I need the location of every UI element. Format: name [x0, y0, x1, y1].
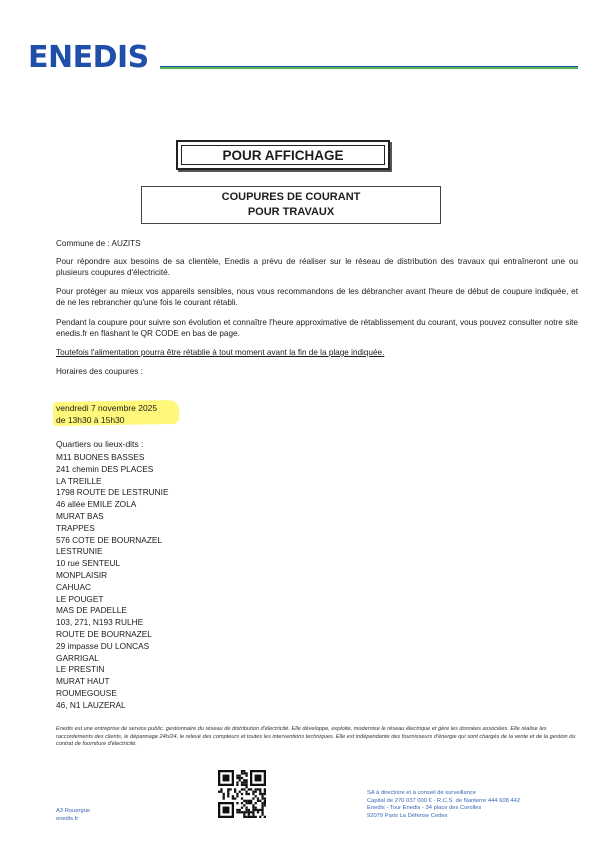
- schedule-date: vendredi 7 novembre 2025: [56, 403, 158, 413]
- place-item: MURAT BAS: [56, 510, 104, 521]
- place-item: 29 impasse DU LONCAS: [56, 640, 150, 651]
- region-label: A3 Rouergue: [56, 808, 91, 814]
- place-item: 1798 ROUTE DE LESTRUNIE: [56, 487, 169, 498]
- company-address: [367, 790, 520, 820]
- address-line-1: SA à directoire et à conseil de surveillance: [367, 790, 476, 796]
- paragraph-2: Pour protéger au mieux vos appareils sensibles, nous vous recommandons de les débrancher avant l'heure de début de coupure indiquée, et de ne les rebrancher qu'une fois le courant rétabli.: [56, 287, 578, 307]
- place-item: LE POUGET: [56, 593, 104, 604]
- address-line-2: Capital de 270 037 000 € - R.C.S. de Nanterre 444 608 442: [367, 797, 521, 804]
- address-line-4: 92079 Paris La Défense Cedex: [367, 812, 448, 819]
- qr-code[interactable]: [218, 770, 266, 818]
- commune-label: Commune de : AUZITS: [56, 239, 141, 248]
- enedis-logo: ENEDIS: [28, 40, 149, 75]
- paragraph-4: Toutefois l'alimentation pourra être rétablie à tout moment avant la fin de la plage indiquée.: [56, 348, 385, 357]
- subtitle-line-1: COUPURES DE COURANT: [221, 191, 361, 203]
- place-item: MONPLAISIR: [56, 569, 108, 580]
- place-item: 46, N1 LAUZERAL: [56, 699, 126, 710]
- page-title: POUR AFFICHAGE: [181, 145, 385, 165]
- address-line-3: Enedis - Tour Enedis - 34 place des Corolles: [367, 805, 482, 812]
- places-list: [56, 452, 169, 712]
- place-item: MAS DE PADELLE: [56, 605, 127, 616]
- place-item: TRAPPES: [56, 522, 95, 533]
- place-item: 576 COTE DE BOURNAZEL: [56, 534, 163, 545]
- logo-underline: [160, 66, 578, 69]
- website-link[interactable]: enedis.fr: [56, 815, 79, 822]
- place-item: M11 BUONES BASSES: [56, 452, 145, 462]
- subtitle-line-2: POUR TRAVAUX: [247, 206, 335, 218]
- title-box: [176, 140, 390, 170]
- place-item: LESTRUNIE: [56, 546, 103, 557]
- schedule-time: de 13h30 à 15h30: [56, 415, 125, 425]
- place-item: LA TREILLE: [56, 475, 102, 486]
- footer-note: Enedis est une entreprise de service public, gestionnaire du réseau de distribution d'électricité. Elle développe, exploite, modernise le réseau électrique et gère les données associées. Elle réalise les raccordements des clients, le dépannage 24h/24, le relevé des compteurs et toutes les interventions techniques. Elle est indépendante des fournisseurs d'énergie qui sont chargés de la vente et de la gestion du contrat de fourniture d'électricité.: [56, 726, 576, 747]
- left-footer: [56, 808, 90, 823]
- subtitle-box: [141, 186, 441, 224]
- place-item: 46 allée EMILE ZOLA: [56, 499, 137, 510]
- place-item: ROUMEGOUSE: [56, 687, 117, 698]
- place-item: LE PRESTIN: [56, 664, 105, 675]
- place-item: CAHUAC: [56, 581, 92, 592]
- place-item: GARRIGAL: [56, 652, 99, 663]
- quartiers-label: Quartiers ou lieux-dits :: [56, 439, 144, 449]
- place-item: 10 rue SENTEUL: [56, 558, 121, 569]
- paragraph-3: Pendant la coupure pour suivre son évolution et connaître l'heure approximative de rétablissement du courant, vous pouvez consulter notre site enedis.fr en flashant le QR CODE en bas de page.: [56, 318, 578, 338]
- place-item: ROUTE DE BOURNAZEL: [56, 628, 152, 639]
- place-item: 241 chemin DES PLACES: [56, 463, 154, 474]
- place-item: MURAT HAUT: [56, 676, 110, 687]
- horaires-label: Horaires des coupures :: [56, 367, 143, 376]
- place-item: 103, 271, N193 RULHE: [56, 617, 144, 628]
- paragraph-1: Pour répondre aux besoins de sa clientèle, Enedis a prévu de réaliser sur le réseau de distribution des travaux qui entraîneront une ou plusieurs coupures d'électricité.: [56, 257, 578, 277]
